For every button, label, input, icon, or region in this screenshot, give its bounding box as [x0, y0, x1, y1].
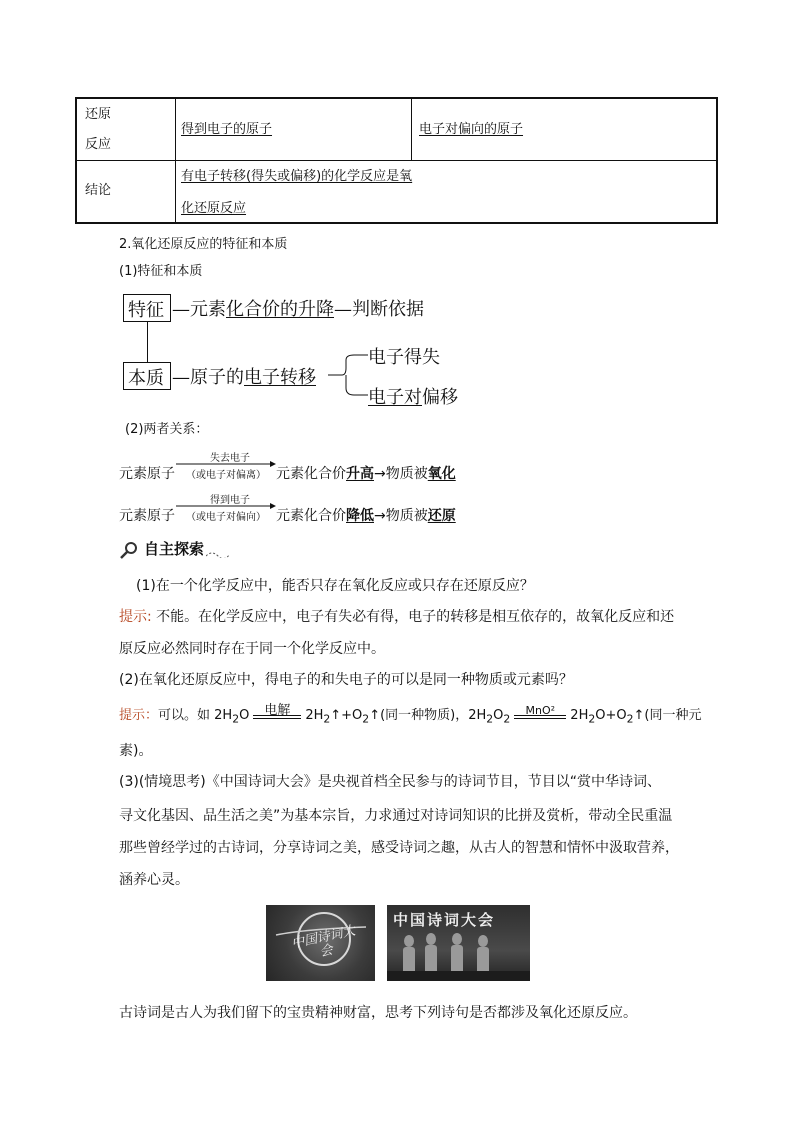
condition-electrolysis: 电解	[264, 703, 291, 718]
subsection-title: (1)特征和本质	[119, 264, 203, 279]
question-2: (2)在氧化还原反应中，得电子的和失电子的可以是同一种物质或元素吗？	[119, 672, 573, 688]
feature-line: —元素化合价的升降—判断依据	[172, 299, 424, 320]
table-row-label-line1: 还原	[85, 107, 112, 122]
closing-text: 古诗词是古人为我们留下的宝贵精神财富，思考下列诗句是否都涉及氧化还原反应。	[119, 1005, 637, 1021]
essence-box: 本质	[123, 362, 171, 390]
decorative-dots	[206, 548, 230, 558]
subsection-title: (2)两者关系：	[125, 422, 209, 437]
magnifier-icon	[120, 541, 138, 559]
essence-line: —原子的电子转移	[172, 367, 316, 388]
condition-catalyst: MnO²	[525, 704, 556, 717]
question-3-line3: 那些曾经学过的古诗词，分享诗词之美，感受诗词之趣，从古人的智慧和情怀中汲取营养，	[119, 840, 679, 856]
section-title: 2.氧化还原反应的特征和本质	[119, 237, 288, 252]
answer-2-line1: 提示：可以。如 $2H_2O$ 电解 $2H_2↑+O_2↑$(同一种物质)，$2H_2O_2$ MnO² $2H_2O+O_2↑$(同一种元	[119, 703, 702, 726]
table-row-label: 结论	[85, 183, 112, 198]
branch-electron-gain-loss: 电子得失	[368, 347, 440, 368]
branch-electron-shift: 电子对偏移	[368, 387, 458, 408]
table-cell: 得到电子的原子	[181, 122, 273, 137]
summary-table	[75, 97, 718, 224]
question-3-line2: 寻文化基因、品生活之美”为基本宗旨，力求通过对诗词知识的比拼及赏析，带动全民重温	[119, 808, 673, 824]
bracket-icon	[328, 350, 368, 400]
question-1: (1)在一个化学反应中，能否只存在氧化反应或只存在还原反应？	[136, 578, 534, 594]
table-cell-line2: 化还原反应	[181, 201, 247, 216]
table-cell-line1: 有电子转移(得失或偏移)的化学反应是氧	[181, 169, 413, 184]
answer-1-line2: 原反应必然同时存在于同一个化学反应中。	[119, 641, 385, 657]
table-row-label-line2: 反应	[85, 137, 112, 152]
poetry-show-hosts-image: 中国诗词大会	[387, 905, 530, 981]
explore-heading: 自主探索	[120, 538, 230, 560]
feature-box: 特征	[123, 294, 171, 322]
table-cell: 电子对偏向的原子	[419, 122, 524, 137]
question-3-line4: 涵养心灵。	[119, 872, 189, 888]
answer-2-line2: 素)。	[119, 743, 153, 759]
poetry-show-logo-image: 中国诗词大会	[266, 905, 375, 981]
question-3-line1: (3)(情境思考)《中国诗词大会》是央视首档全民参与的诗词节目，节目以“赏中华诗词、	[119, 774, 662, 790]
answer-1-line1: 提示: 不能。在化学反应中，电子有失必有得，电子的转移是相互依存的，故氧化反应和还	[119, 609, 675, 625]
diagram-connector	[147, 322, 148, 362]
